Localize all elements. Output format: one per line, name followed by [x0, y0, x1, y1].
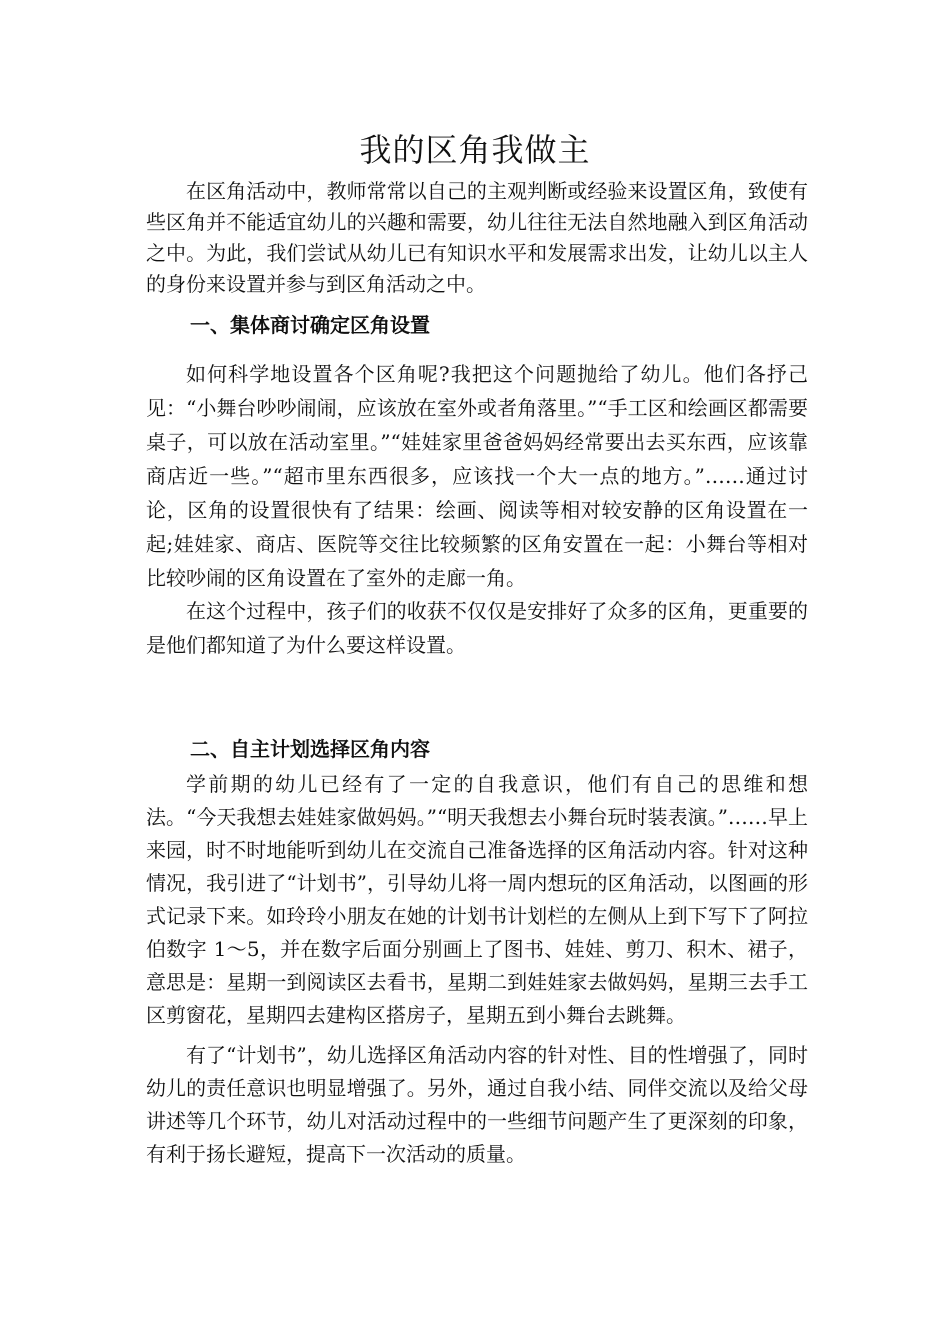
intro-paragraph: 在区角活动中，教师常常以自己的主观判断或经验来设置区角，致使有些区角并不能适宜幼儿的兴趣和需要，幼儿往往无法自然地融入到区角活动之中。为此，我们尝试从幼儿已有知识水平和发展需求出发，让幼儿以主人的身份来设置并参与到区角活动之中。 — [146, 179, 808, 296]
section-1-paragraph-1: 如何科学地设置各个区角呢?我把这个问题抛给了幼儿。他们各抒己见：“小舞台吵吵闹闹，应该放在室外或者角落里。”“手工区和绘画区都需要桌子，可以放在活动室里。”“娃娃家里爸爸妈妈经常要出去买东西，应该靠商店近一些。”“超市里东西很多，应该找一个大一点的地方。”……通过讨论，区角的设置很快有了结果：绘画、阅读等相对较安静的区角设置在一起;娃娃家、商店、医院等交往比较频繁的区角安置在一起：小舞台等相对比较吵闹的区角设置在了室外的走廊一角。 — [146, 362, 808, 590]
section-1-paragraph-2: 在这个过程中，孩子们的收获不仅仅是安排好了众多的区角，更重要的是他们都知道了为什么要这样设置。 — [146, 599, 808, 657]
section-2-paragraph-1: 学前期的幼儿已经有了一定的自我意识，他们有自己的思维和想法。“今天我想去娃娃家做妈妈。”“明天我想去小舞台玩时装表演。”……早上来园，时不时地能听到幼儿在交流自己准备选择的区角活动内容。针对这种情况，我引进了“计划书”，引导幼儿将一周内想玩的区角活动，以图画的形式记录下来。如玲玲小朋友在她的计划书计划栏的左侧从上到下写下了阿拉伯数字 1～5，并在数字后面分别画上了图书、娃娃、剪刀、积木、裙子，意思是：星期一到阅读区去看书，星期二到娃娃家去做妈妈，星期三去手工区剪窗花，星期四去建构区搭房子，星期五到小舞台去跳舞。 — [146, 772, 808, 1027]
section-2-paragraph-2: 有了“计划书”，幼儿选择区角活动内容的针对性、目的性增强了，同时幼儿的责任意识也明显增强了。另外，通过自我小结、同伴交流以及给父母讲述等几个环节，幼儿对活动过程中的一些细节问题产生了更深刻的印象，有利于扬长避短，提高下一次活动的质量。 — [146, 1043, 808, 1166]
document-title: 我的区角我做主 — [359, 131, 591, 169]
section-heading-2: 二、自主计划选择区角内容 — [190, 737, 430, 761]
section-heading-1: 一、集体商讨确定区角设置 — [190, 313, 430, 337]
